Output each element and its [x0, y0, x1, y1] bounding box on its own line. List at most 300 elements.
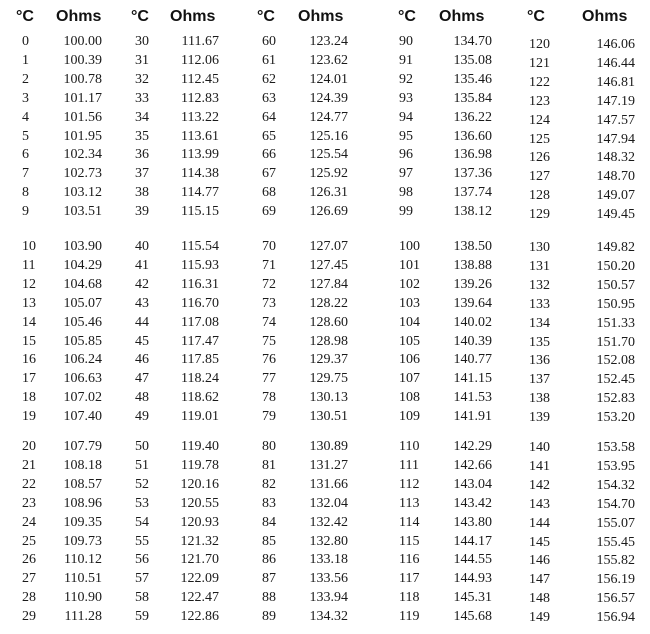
resistance-value: 132.04 — [309, 495, 348, 511]
resistance-value: 156.57 — [596, 591, 635, 607]
temperature-value: 43 — [135, 295, 149, 311]
resistance-value: 136.60 — [453, 128, 492, 144]
resistance-value: 129.75 — [309, 371, 348, 387]
temperature-value: 129 — [529, 207, 550, 223]
resistance-value: 146.44 — [596, 55, 635, 71]
temperature-value: 131 — [529, 258, 550, 274]
temperature-value: 72 — [262, 276, 276, 292]
resistance-value: 118.62 — [181, 390, 219, 406]
resistance-value: 120.93 — [180, 514, 219, 530]
resistance-value: 155.07 — [596, 515, 635, 531]
temperature-value: 4 — [22, 109, 29, 125]
resistance-value: 129.37 — [309, 352, 348, 368]
resistance-value: 153.58 — [596, 440, 635, 455]
resistance-value: 107.79 — [63, 439, 102, 454]
resistance-value: 134.70 — [453, 34, 492, 49]
resistance-value: 128.22 — [309, 295, 348, 311]
temperature-value: 71 — [262, 257, 276, 273]
resistance-value: 148.32 — [596, 150, 635, 166]
resistance-value: 125.92 — [309, 166, 348, 182]
temperature-value: 132 — [529, 277, 550, 293]
temperature-value: 145 — [529, 534, 550, 550]
resistance-value: 123.24 — [309, 34, 348, 49]
resistance-value: 152.83 — [596, 391, 635, 407]
temperature-value: 70 — [262, 239, 276, 254]
resistance-value: 102.73 — [63, 166, 102, 182]
temperature-value: 75 — [262, 333, 276, 349]
celsius-header: °C — [131, 8, 149, 25]
resistance-value: 154.32 — [596, 477, 635, 493]
temperature-value: 147 — [529, 572, 550, 588]
resistance-value: 114.38 — [181, 166, 219, 182]
temperature-value: 5 — [22, 128, 29, 144]
temperature-value: 78 — [262, 390, 276, 406]
resistance-value: 110.90 — [64, 590, 102, 606]
resistance-value: 135.46 — [453, 71, 492, 87]
resistance-value: 125.54 — [309, 147, 348, 163]
temperature-value: 68 — [262, 185, 276, 201]
temperature-value: 41 — [135, 257, 149, 273]
resistance-value: 106.24 — [63, 352, 102, 368]
resistance-value: 128.98 — [309, 333, 348, 349]
resistance-value: 100.00 — [63, 34, 102, 49]
resistance-value: 155.82 — [596, 553, 635, 569]
temperature-value: 1 — [22, 52, 29, 68]
temperature-value: 126 — [529, 150, 550, 166]
temperature-value: 148 — [529, 591, 550, 607]
resistance-value: 156.19 — [596, 572, 635, 588]
resistance-value: 136.22 — [453, 109, 492, 125]
resistance-value: 119.78 — [181, 457, 219, 473]
resistance-value: 111.67 — [181, 34, 219, 49]
temperature-value: 63 — [262, 90, 276, 106]
temperature-value: 69 — [262, 204, 276, 220]
temperature-value: 112 — [399, 476, 420, 492]
resistance-value: 117.85 — [181, 352, 219, 368]
temperature-value: 61 — [262, 52, 276, 68]
temperature-value: 77 — [262, 371, 276, 387]
resistance-value: 143.80 — [453, 514, 492, 530]
resistance-value: 139.64 — [453, 295, 492, 311]
temperature-value: 55 — [135, 533, 149, 549]
resistance-value: 149.45 — [596, 207, 635, 223]
resistance-value: 112.45 — [181, 71, 219, 87]
temperature-value: 117 — [399, 571, 420, 587]
resistance-value: 130.13 — [309, 390, 348, 406]
temperature-value: 81 — [262, 457, 276, 473]
resistance-value: 143.04 — [453, 476, 492, 492]
temperature-value: 116 — [399, 552, 420, 568]
resistance-value: 133.18 — [309, 552, 348, 568]
temperature-value: 24 — [22, 514, 36, 530]
resistance-value: 152.45 — [596, 372, 635, 388]
resistance-value: 156.94 — [596, 610, 635, 626]
resistance-value: 113.99 — [181, 147, 219, 163]
resistance-value: 145.31 — [453, 590, 492, 606]
resistance-value: 147.19 — [596, 93, 635, 109]
resistance-value: 144.17 — [453, 533, 492, 549]
resistance-value: 124.77 — [309, 109, 348, 125]
temperature-value: 21 — [22, 457, 36, 473]
temperature-value: 37 — [135, 166, 149, 182]
resistance-value: 101.95 — [63, 128, 102, 144]
temperature-value: 85 — [262, 533, 276, 549]
temperature-value: 93 — [399, 90, 413, 106]
resistance-value: 102.34 — [63, 147, 102, 163]
resistance-value: 123.62 — [309, 52, 348, 68]
temperature-value: 34 — [135, 109, 149, 125]
temperature-value: 74 — [262, 314, 276, 330]
resistance-value: 128.60 — [309, 314, 348, 330]
temperature-value: 124 — [529, 112, 550, 128]
temperature-value: 57 — [135, 571, 149, 587]
temperature-value: 3 — [22, 90, 29, 106]
resistance-value: 143.42 — [453, 495, 492, 511]
temperature-value: 23 — [22, 495, 36, 511]
resistance-value: 112.06 — [181, 52, 219, 68]
temperature-value: 11 — [22, 257, 36, 273]
temperature-value: 136 — [529, 353, 550, 369]
temperature-value: 142 — [529, 477, 550, 493]
resistance-value: 144.55 — [453, 552, 492, 568]
temperature-value: 80 — [262, 439, 276, 454]
resistance-value: 140.77 — [453, 352, 492, 368]
resistance-value: 127.07 — [309, 239, 348, 254]
temperature-value: 123 — [529, 93, 550, 109]
resistance-value: 104.68 — [63, 276, 102, 292]
resistance-value: 101.17 — [63, 90, 102, 106]
temperature-value: 144 — [529, 515, 550, 531]
temperature-value: 118 — [399, 590, 420, 606]
temperature-value: 105 — [399, 333, 420, 349]
temperature-value: 130 — [529, 240, 550, 255]
temperature-value: 51 — [135, 457, 149, 473]
temperature-value: 65 — [262, 128, 276, 144]
ohms-header: Ohms — [56, 8, 102, 25]
resistance-value: 115.15 — [181, 204, 219, 220]
temperature-value: 59 — [135, 609, 149, 625]
temperature-value: 10 — [22, 239, 36, 254]
resistance-value: 108.96 — [63, 495, 102, 511]
resistance-value: 119.01 — [181, 409, 219, 425]
ohms-header: Ohms — [170, 8, 216, 25]
resistance-value: 105.07 — [63, 295, 102, 311]
resistance-value: 132.80 — [309, 533, 348, 549]
temperature-value: 12 — [22, 276, 36, 292]
resistance-value: 135.08 — [453, 52, 492, 68]
temperature-value: 39 — [135, 204, 149, 220]
resistance-value: 116.31 — [181, 276, 219, 292]
resistance-value: 115.93 — [181, 257, 219, 273]
resistance-value: 154.70 — [596, 496, 635, 512]
temperature-value: 140 — [529, 440, 550, 455]
resistance-value: 153.20 — [596, 410, 635, 426]
resistance-value: 119.40 — [181, 439, 219, 454]
temperature-value: 67 — [262, 166, 276, 182]
resistance-value: 153.95 — [596, 458, 635, 474]
temperature-value: 101 — [399, 257, 420, 273]
resistance-value: 141.53 — [453, 390, 492, 406]
temperature-value: 66 — [262, 147, 276, 163]
resistance-value: 151.33 — [596, 315, 635, 331]
resistance-value: 120.16 — [180, 476, 219, 492]
temperature-value: 8 — [22, 185, 29, 201]
temperature-value: 46 — [135, 352, 149, 368]
resistance-value: 109.35 — [63, 514, 102, 530]
resistance-value: 141.91 — [453, 409, 492, 425]
temperature-value: 54 — [135, 514, 149, 530]
resistance-value: 145.68 — [453, 609, 492, 625]
resistance-value: 125.16 — [309, 128, 348, 144]
resistance-value: 112.83 — [181, 90, 219, 106]
temperature-value: 99 — [399, 204, 413, 220]
resistance-value: 147.94 — [596, 131, 635, 147]
temperature-value: 115 — [399, 533, 420, 549]
temperature-value: 0 — [22, 34, 29, 49]
temperature-value: 82 — [262, 476, 276, 492]
resistance-value: 118.24 — [181, 371, 219, 387]
temperature-value: 127 — [529, 169, 550, 185]
resistance-value: 150.95 — [596, 296, 635, 312]
temperature-value: 14 — [22, 314, 36, 330]
temperature-value: 26 — [22, 552, 36, 568]
ohms-header: Ohms — [439, 8, 485, 25]
temperature-value: 95 — [399, 128, 413, 144]
resistance-value: 109.73 — [63, 533, 102, 549]
temperature-value: 49 — [135, 409, 149, 425]
temperature-value: 84 — [262, 514, 276, 530]
temperature-value: 30 — [135, 34, 149, 49]
temperature-value: 60 — [262, 34, 276, 49]
resistance-value: 108.57 — [63, 476, 102, 492]
temperature-value: 133 — [529, 296, 550, 312]
temperature-value: 25 — [22, 533, 36, 549]
temperature-value: 16 — [22, 352, 36, 368]
temperature-value: 143 — [529, 496, 550, 512]
resistance-value: 110.12 — [64, 552, 102, 568]
ohms-header: Ohms — [298, 8, 344, 25]
resistance-value: 135.84 — [453, 90, 492, 106]
resistance-value: 148.70 — [596, 169, 635, 185]
temperature-value: 86 — [262, 552, 276, 568]
temperature-value: 97 — [399, 166, 413, 182]
temperature-value: 56 — [135, 552, 149, 568]
temperature-value: 48 — [135, 390, 149, 406]
resistance-value: 140.39 — [453, 333, 492, 349]
resistance-value: 103.12 — [63, 185, 102, 201]
resistance-value: 142.29 — [453, 439, 492, 454]
resistance-value: 121.32 — [180, 533, 219, 549]
temperature-value: 40 — [135, 239, 149, 254]
temperature-value: 2 — [22, 71, 29, 87]
resistance-value: 107.40 — [63, 409, 102, 425]
temperature-value: 88 — [262, 590, 276, 606]
resistance-value: 150.20 — [596, 258, 635, 274]
resistance-value: 115.54 — [181, 239, 219, 254]
temperature-value: 18 — [22, 390, 36, 406]
resistance-value: 137.74 — [453, 185, 492, 201]
temperature-value: 108 — [399, 390, 420, 406]
temperature-value: 102 — [399, 276, 420, 292]
resistance-value: 120.55 — [180, 495, 219, 511]
resistance-value: 116.70 — [181, 295, 219, 311]
temperature-value: 149 — [529, 610, 550, 626]
resistance-value: 103.90 — [63, 239, 102, 254]
resistance-value: 124.39 — [309, 90, 348, 106]
temperature-value: 107 — [399, 371, 420, 387]
temperature-value: 44 — [135, 314, 149, 330]
resistance-value: 134.32 — [309, 609, 348, 625]
resistance-value: 149.82 — [596, 240, 635, 255]
resistance-value: 122.47 — [180, 590, 219, 606]
temperature-value: 111 — [399, 457, 419, 473]
resistance-value: 136.98 — [453, 147, 492, 163]
temperature-value: 137 — [529, 372, 550, 388]
resistance-value: 121.70 — [180, 552, 219, 568]
temperature-value: 9 — [22, 204, 29, 220]
temperature-value: 87 — [262, 571, 276, 587]
temperature-value: 15 — [22, 333, 36, 349]
temperature-value: 96 — [399, 147, 413, 163]
temperature-value: 53 — [135, 495, 149, 511]
resistance-value: 151.70 — [596, 334, 635, 350]
temperature-value: 109 — [399, 409, 420, 425]
temperature-value: 128 — [529, 188, 550, 204]
resistance-value: 131.27 — [309, 457, 348, 473]
resistance-value: 138.12 — [453, 204, 492, 220]
temperature-value: 146 — [529, 553, 550, 569]
resistance-value: 122.86 — [180, 609, 219, 625]
temperature-value: 6 — [22, 147, 29, 163]
resistance-value: 103.51 — [63, 204, 102, 220]
resistance-value: 127.45 — [309, 257, 348, 273]
celsius-header: °C — [527, 8, 545, 25]
temperature-value: 47 — [135, 371, 149, 387]
resistance-value: 101.56 — [63, 109, 102, 125]
resistance-value: 130.89 — [309, 439, 348, 454]
temperature-value: 134 — [529, 315, 550, 331]
resistance-value: 124.01 — [309, 71, 348, 87]
temperature-value: 62 — [262, 71, 276, 87]
resistance-value: 127.84 — [309, 276, 348, 292]
temperature-value: 103 — [399, 295, 420, 311]
resistance-value: 141.15 — [453, 371, 492, 387]
resistance-value: 133.56 — [309, 571, 348, 587]
resistance-value: 146.81 — [596, 74, 635, 90]
temperature-value: 89 — [262, 609, 276, 625]
resistance-value: 131.66 — [309, 476, 348, 492]
resistance-value: 155.45 — [596, 534, 635, 550]
temperature-value: 83 — [262, 495, 276, 511]
resistance-value: 146.06 — [596, 37, 635, 52]
resistance-value: 138.50 — [453, 239, 492, 254]
celsius-header: °C — [398, 8, 416, 25]
resistance-value: 152.08 — [596, 353, 635, 369]
temperature-value: 141 — [529, 458, 550, 474]
resistance-value: 132.42 — [309, 514, 348, 530]
resistance-value: 137.36 — [453, 166, 492, 182]
resistance-value: 122.09 — [180, 571, 219, 587]
temperature-value: 50 — [135, 439, 149, 454]
temperature-value: 33 — [135, 90, 149, 106]
resistance-value: 100.78 — [63, 71, 102, 87]
temperature-value: 58 — [135, 590, 149, 606]
temperature-value: 31 — [135, 52, 149, 68]
resistance-value: 133.94 — [309, 590, 348, 606]
celsius-header: °C — [16, 8, 34, 25]
temperature-value: 27 — [22, 571, 36, 587]
resistance-value: 106.63 — [63, 371, 102, 387]
resistance-value: 105.46 — [63, 314, 102, 330]
resistance-value: 113.61 — [181, 128, 219, 144]
temperature-value: 121 — [529, 55, 550, 71]
temperature-value: 73 — [262, 295, 276, 311]
temperature-value: 38 — [135, 185, 149, 201]
resistance-value: 108.18 — [63, 457, 102, 473]
temperature-value: 64 — [262, 109, 276, 125]
temperature-value: 76 — [262, 352, 276, 368]
ohms-header: Ohms — [582, 8, 628, 25]
temperature-value: 32 — [135, 71, 149, 87]
resistance-value: 114.77 — [181, 185, 219, 201]
temperature-value: 36 — [135, 147, 149, 163]
temperature-value: 29 — [22, 609, 36, 625]
temperature-value: 104 — [399, 314, 420, 330]
celsius-header: °C — [257, 8, 275, 25]
temperature-value: 135 — [529, 334, 550, 350]
temperature-value: 45 — [135, 333, 149, 349]
temperature-value: 139 — [529, 410, 550, 426]
temperature-value: 98 — [399, 185, 413, 201]
resistance-value: 117.47 — [181, 333, 219, 349]
temperature-value: 91 — [399, 52, 413, 68]
resistance-value: 126.69 — [309, 204, 348, 220]
temperature-value: 100 — [399, 239, 420, 254]
resistance-value: 104.29 — [63, 257, 102, 273]
temperature-value: 113 — [399, 495, 420, 511]
temperature-value: 120 — [529, 37, 550, 52]
resistance-value: 130.51 — [309, 409, 348, 425]
temperature-value: 92 — [399, 71, 413, 87]
resistance-value: 138.88 — [453, 257, 492, 273]
temperature-value: 110 — [399, 439, 420, 454]
temperature-value: 17 — [22, 371, 36, 387]
temperature-value: 79 — [262, 409, 276, 425]
temperature-value: 90 — [399, 34, 413, 49]
resistance-value: 126.31 — [309, 185, 348, 201]
temperature-value: 35 — [135, 128, 149, 144]
temperature-value: 22 — [22, 476, 36, 492]
temperature-value: 7 — [22, 166, 29, 182]
temperature-value: 28 — [22, 590, 36, 606]
resistance-value: 144.93 — [453, 571, 492, 587]
temperature-value: 114 — [399, 514, 420, 530]
temperature-value: 119 — [399, 609, 420, 625]
resistance-value: 139.26 — [453, 276, 492, 292]
temperature-value: 106 — [399, 352, 420, 368]
temperature-value: 52 — [135, 476, 149, 492]
resistance-value: 142.66 — [453, 457, 492, 473]
resistance-value: 111.28 — [64, 609, 102, 625]
resistance-value: 107.02 — [63, 390, 102, 406]
resistance-value: 100.39 — [63, 52, 102, 68]
resistance-value: 140.02 — [453, 314, 492, 330]
temperature-value: 125 — [529, 131, 550, 147]
resistance-value: 110.51 — [64, 571, 102, 587]
temperature-value: 138 — [529, 391, 550, 407]
resistance-value: 113.22 — [181, 109, 219, 125]
temperature-value: 42 — [135, 276, 149, 292]
